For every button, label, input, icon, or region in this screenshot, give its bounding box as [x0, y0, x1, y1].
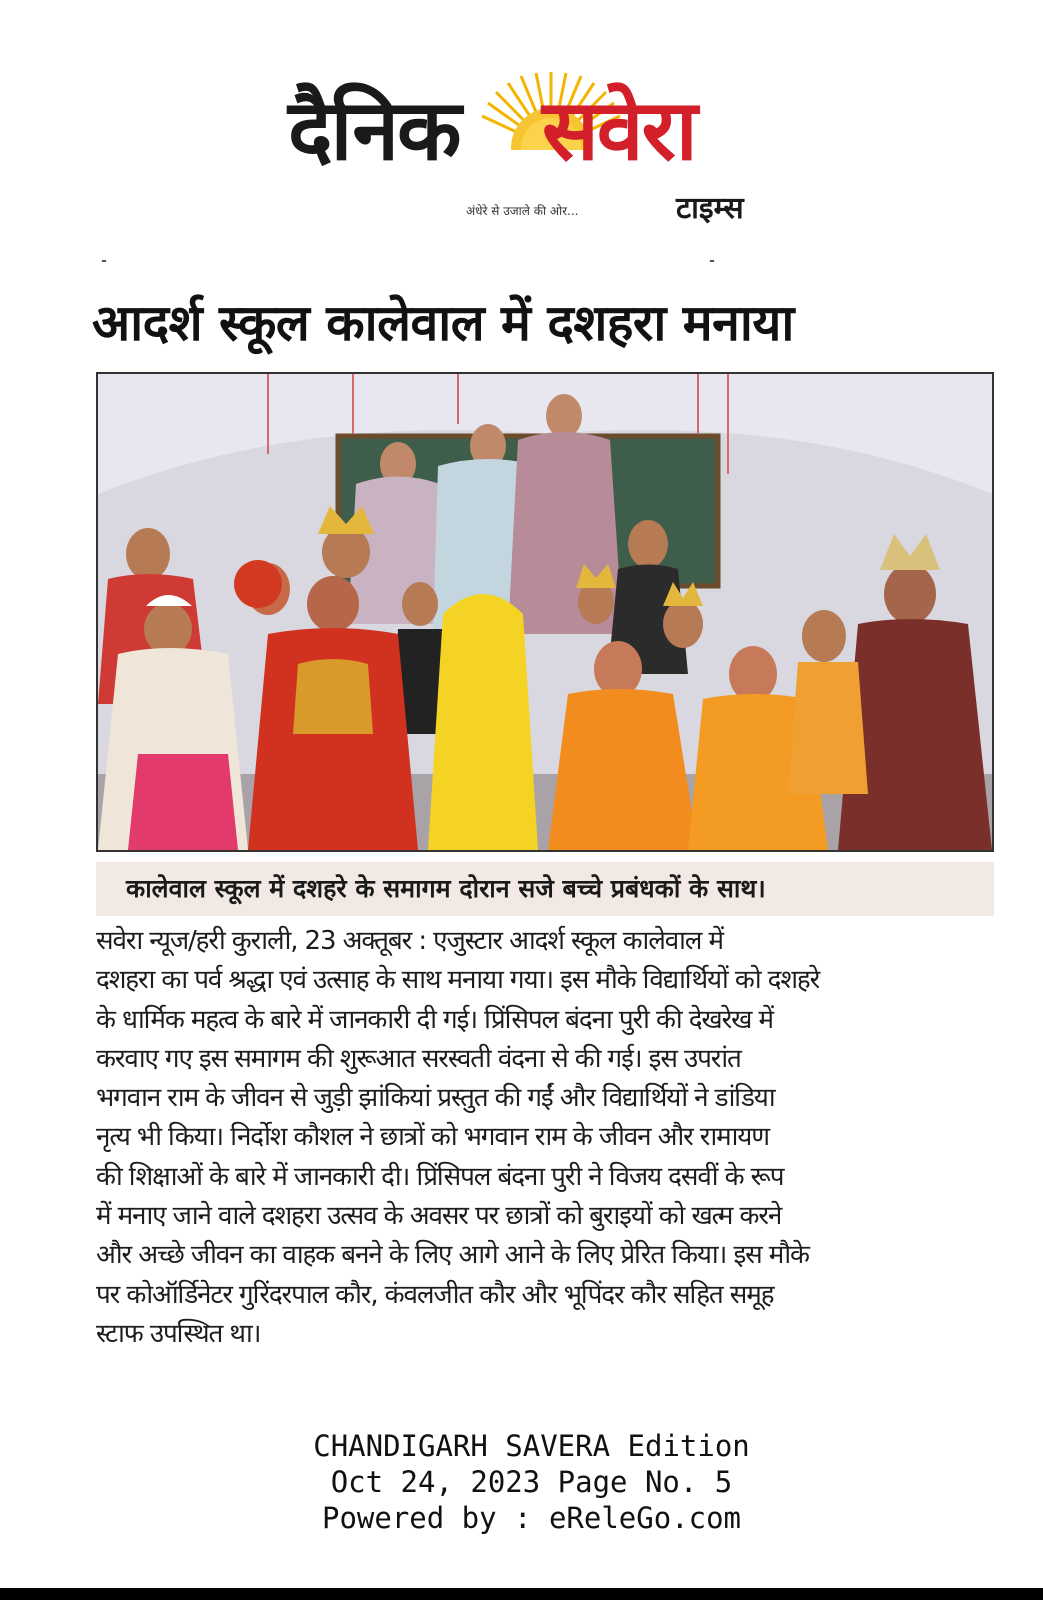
article-line: सवेरा न्यूज/हरी कुराली, 23 अक्तूबर : एजुस्टार आदर्श स्कूल कालेवाल में	[96, 926, 723, 956]
article-line: नृत्य भी किया। निर्दोश कौशल ने छात्रों को भगवान राम के जीवन और रामायण	[96, 1122, 769, 1153]
article-line: और अच्छे जीवन का वाहक बनने के लिए आगे आने के लिए प्रेरित किया। इस मौके	[96, 1240, 809, 1271]
masthead-name-right: सवेरा	[542, 81, 696, 179]
article-body	[96, 922, 1000, 1354]
crop-mark	[102, 250, 106, 262]
article-line: दशहरा का पर्व श्रद्धा एवं उत्साह के साथ मनाया गया। इस मौके विद्यार्थियों को दशहरे	[96, 965, 820, 996]
bottom-bar	[0, 1588, 1043, 1600]
article-line: पर कोऑर्डिनेटर गुरिंदरपाल कौर, कंवलजीत कौर और भूपिंदर कौर सहित समूह	[96, 1279, 774, 1310]
article-line: के धार्मिक महत्व के बारे में जानकारी दी गई। प्रिंसिपल बंदना पुरी की देखरेख में	[96, 1004, 773, 1035]
article-line: में मनाए जाने वाले दशहरा उत्सव के अवसर पर छात्रों को बुराइयों को खत्म करने	[96, 1201, 782, 1232]
masthead-tagline: अंधेरे से उजाले की ओर...	[466, 204, 579, 218]
edition-date-page: Oct 24, 2023 Page No. 5	[330, 1465, 733, 1499]
article-line: करवाए गए इस समागम की शुरूआत सरस्वती वंदना से की गई। इस उपरांत	[96, 1043, 741, 1074]
masthead-name-left: दैनिक	[288, 81, 460, 179]
powered-by: Powered by : eReleGo.com	[321, 1501, 742, 1535]
headline: आदर्श स्कूल कालेवाल में दशहरा मनाया	[92, 294, 794, 352]
masthead	[280, 60, 800, 230]
edition-name: CHANDIGARH SAVERA Edition	[313, 1429, 750, 1463]
news-photo	[96, 372, 994, 852]
article-line: स्टाफ उपस्थित था।	[96, 1318, 261, 1349]
article-line: भगवान राम के जीवन से जुड़ी झांकियां प्रस्तुत की गईं और विद्यार्थियों ने डांडिया	[96, 1083, 775, 1114]
crop-mark	[710, 250, 714, 262]
masthead-suffix: टाइम्स	[676, 191, 744, 226]
article-line: की शिक्षाओं के बारे में जानकारी दी। प्रिंसिपल बंदना पुरी ने विजय दसवीं के रूप	[96, 1161, 784, 1192]
edition-footer	[0, 1428, 1043, 1536]
photo-caption: कालेवाल स्कूल में दशहरे के समागम दोरान सजे बच्चे प्रबंधकों के साथ।	[96, 862, 994, 916]
